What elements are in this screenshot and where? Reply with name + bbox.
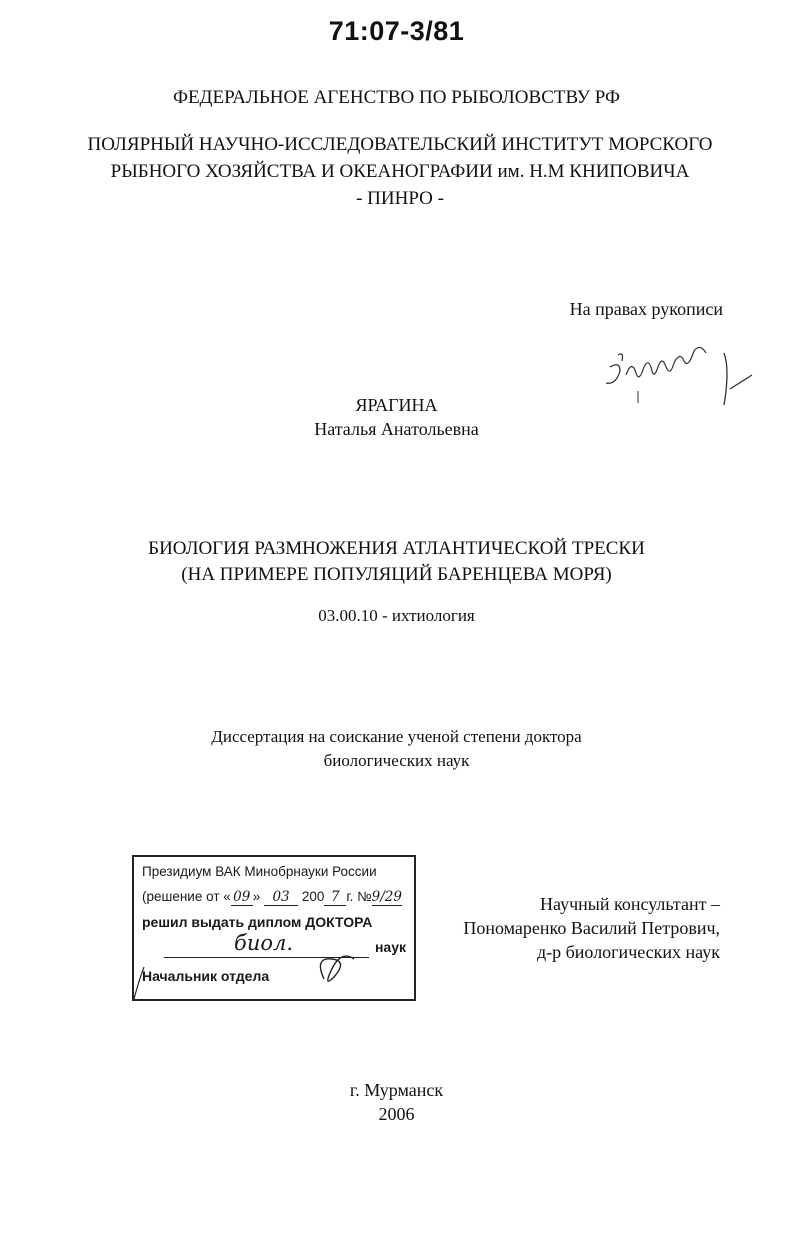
stamp-decision-number: 9/29 bbox=[371, 889, 402, 905]
degree-statement bbox=[0, 725, 793, 773]
stamp-science-field: биол. bbox=[234, 931, 294, 955]
title-line-1: БИОЛОГИЯ РАЗМНОЖЕНИЯ АТЛАНТИЧЕСКОЙ ТРЕСКИ bbox=[148, 538, 645, 559]
specialty-code: 03.00.10 - ихтиология bbox=[318, 606, 475, 625]
institute-abbreviation: - ПИНРО - bbox=[356, 188, 444, 209]
stamp-number-label: г. № bbox=[346, 889, 372, 904]
year: 2006 bbox=[378, 1104, 415, 1124]
advisor-line-1: Научный консультант – bbox=[540, 894, 720, 914]
advisor-block bbox=[420, 892, 720, 964]
vak-stamp bbox=[132, 855, 416, 1001]
degree-line-2: биологических наук bbox=[323, 751, 470, 770]
institute-name bbox=[60, 131, 740, 212]
degree-line-1: Диссертация на соискание ученой степени доктора bbox=[211, 727, 582, 746]
city: г. Мурманск bbox=[349, 1080, 444, 1100]
advisor-name: Пономаренко Василий Петрович, bbox=[463, 918, 720, 938]
author-surname: ЯРАГИНА bbox=[355, 395, 438, 415]
stamp-line-4: наук bbox=[374, 939, 406, 955]
manuscript-rights: На правах рукописи bbox=[569, 299, 723, 319]
catalog-number: 71:07-3/81 bbox=[328, 16, 465, 46]
city-year bbox=[0, 1078, 793, 1126]
stamp-century: 200 bbox=[301, 889, 325, 904]
stamp-decision-prefix: (решение от « bbox=[142, 889, 231, 904]
dissertation-title bbox=[0, 536, 793, 588]
stamp-year-digit: 7 bbox=[324, 889, 346, 906]
agency-name: ФЕДЕРАЛЬНОЕ АГЕНСТВО ПО РЫБОЛОВСТВУ РФ bbox=[172, 87, 621, 108]
stamp-line-5: Начальник отдела bbox=[142, 968, 270, 984]
author-name: Наталья Анатольевна bbox=[314, 419, 479, 439]
stamp-signature bbox=[134, 857, 418, 1003]
stamp-month: 03 bbox=[264, 889, 298, 906]
advisor-degree: д-р биологических наук bbox=[536, 942, 720, 962]
institute-line-2: РЫБНОГО ХОЗЯЙСТВА И ОКЕАНОГРАФИИ им. Н.М КНИПОВИЧА bbox=[110, 161, 690, 182]
author-block bbox=[0, 393, 793, 441]
stamp-day: 09 bbox=[231, 889, 253, 906]
title-line-2: (НА ПРИМЕРЕ ПОПУЛЯЦИЙ БАРЕНЦЕВА МОРЯ) bbox=[181, 564, 612, 585]
institute-line-1: ПОЛЯРНЫЙ НАУЧНО-ИССЛЕДОВАТЕЛЬСКИЙ ИНСТИТУТ МОРСКОГО bbox=[87, 134, 713, 155]
stamp-line-3: решил выдать диплом ДОКТОРА bbox=[142, 914, 373, 930]
stamp-line-1: Президиум ВАК Минобрнауки России bbox=[142, 864, 377, 879]
stamp-quote: » bbox=[252, 889, 261, 904]
